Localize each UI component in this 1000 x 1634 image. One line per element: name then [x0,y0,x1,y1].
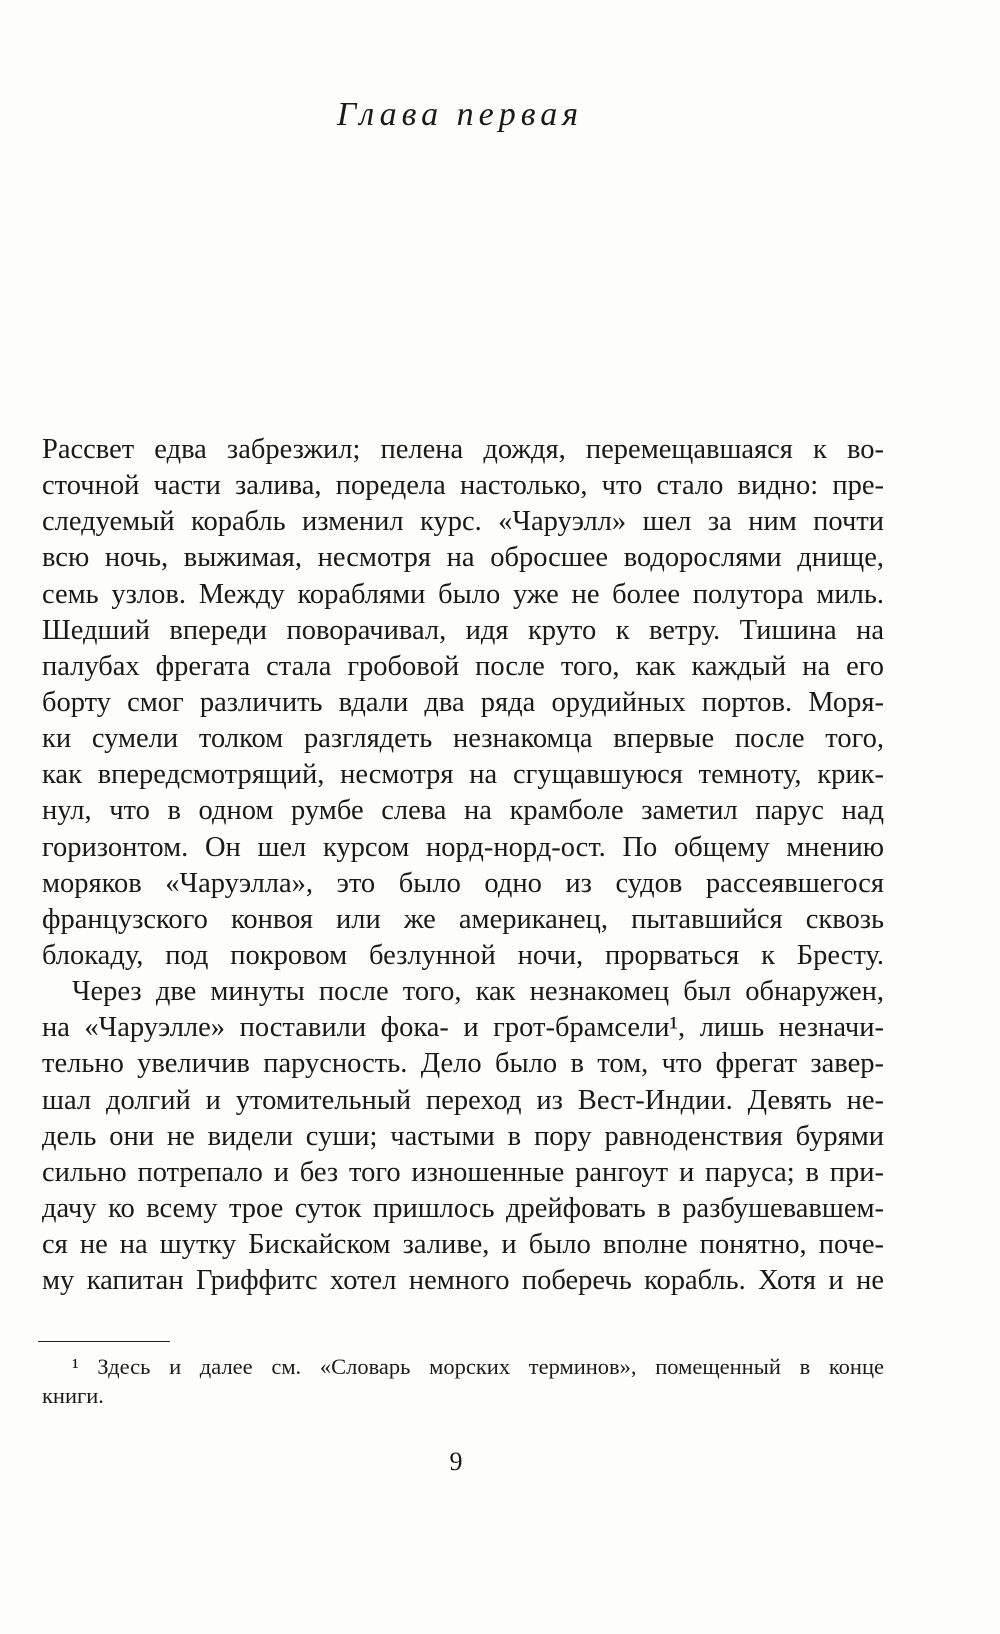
text-line: блокаду, под покровом безлунной ночи, прорваться к Бресту. [42,939,884,971]
text-line: шал долгий и утомительный переход из Вест-Индии. Девять не- [42,1084,884,1116]
text-line: французского конвоя или же американец, пытавшийся сквозь [42,903,884,935]
text-line: моряков «Чаруэлла», это было одно из судов рассеявшегося [42,867,884,899]
text-line: Через две минуты после того, как незнакомец был обнаружен, [72,976,884,1008]
text-line: дачу ко всему трое суток пришлось дрейфовать в разбушевавшем- [42,1192,884,1224]
text-line: борту смог различить вдали два ряда орудийных портов. Моря- [42,686,884,718]
body-text [42,432,884,1299]
text-line: следуемый корабль изменил курс. «Чаруэлл» шел за ним почти [42,506,884,538]
chapter-title: Глава первая [336,96,584,133]
page-number: 9 [449,1447,463,1476]
text-line: горизонтом. Он шел курсом норд-норд-ост. По общему мнению [42,831,884,863]
text-line: нул, что в одном румбе слева на крамболе заметил парус над [42,795,884,827]
footnote-line: книги. [42,1383,104,1408]
text-line: му капитан Гриффитс хотел немного поберечь корабль. Хотя и не [42,1265,884,1297]
text-line: дель они не видели суши; частыми в пору равноденствия бурями [42,1120,884,1152]
text-line: сильно потрепало и без того изношенные рангоут и паруса; в при- [42,1156,884,1188]
text-line: Шедший впереди поворачивал, идя круто к ветру. Тишина на [42,614,884,646]
text-line: ки сумели толком разглядеть незнакомца впервые после того, [42,723,884,755]
footnote-line: ¹ Здесь и далее см. «Словарь морских терминов», помещенный в конце [72,1354,884,1379]
footnote-divider [38,1341,170,1342]
footnote [42,1352,884,1410]
text-line: Рассвет едва забрезжил; пелена дождя, перемещавшаяся к во- [42,434,884,465]
text-line: тельно увеличив парусность. Дело было в том, что фрегат завер- [42,1048,884,1080]
text-line: как впередсмотрящий, несмотря на сгущавшуюся темноту, крик- [42,759,884,791]
text-line: всю ночь, выжимая, несмотря на обросшее водорослями днище, [42,542,884,574]
text-line: сточной части залива, поредела настолько, что стало видно: пре- [42,470,884,502]
text-line: на «Чаруэлле» поставили фока- и грот-брамсели¹, лишь незначи- [42,1012,884,1044]
text-line: семь узлов. Между кораблями было уже не более полутора миль. [42,578,884,610]
text-line: палубах фрегата стала гробовой после того, как каждый на его [42,650,884,682]
text-line: ся не на шутку Бискайском заливе, и было вполне понятно, поче- [42,1229,884,1261]
